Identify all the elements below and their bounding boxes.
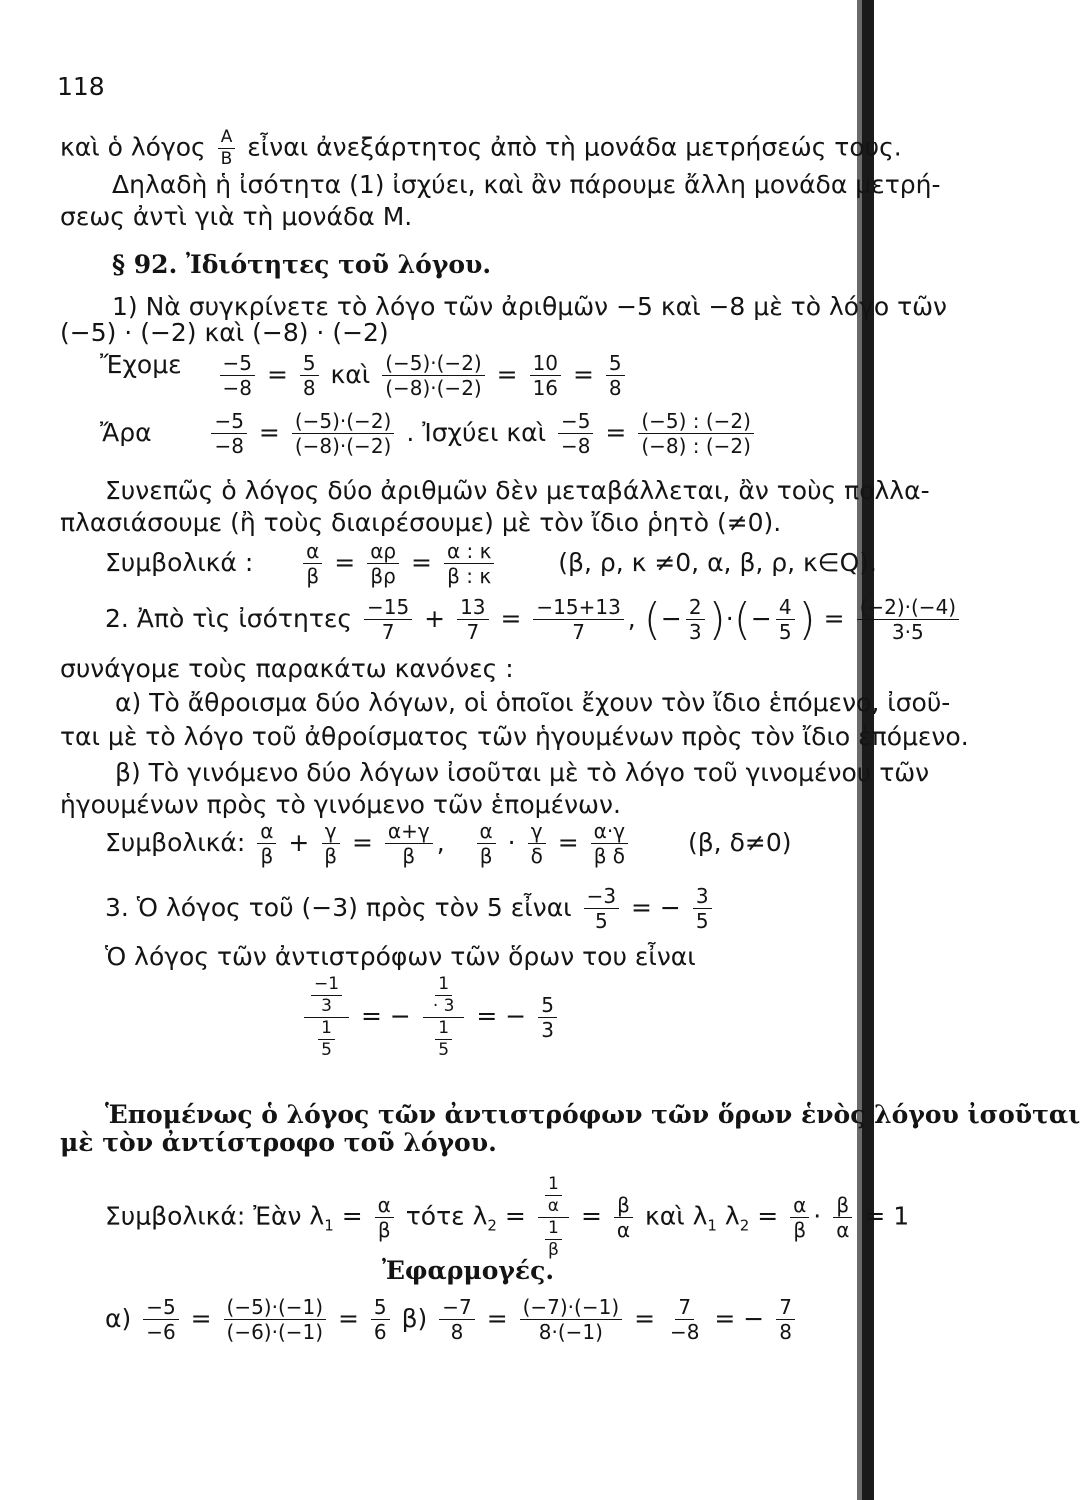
fraction: $\frac{\alpha\rho}{\beta\rho}$ xyxy=(367,540,399,588)
equation-row: Συμβολικά: $\frac{\alpha}{\beta}$ + $\frac{\gamma}{\beta}$ = $\frac{\alpha+\gamma}{\beta}$ , $\frac{\alpha}{\beta}$ · $\frac{\gamma}{\delta}$ = $\frac{\alpha\cdot\gamma}{\text{β δ}}$ (β, δ≠0) xyxy=(105,819,792,869)
fraction: $\frac{7}{-8}$ xyxy=(669,1295,700,1345)
fraction: $\frac{-5}{-8}$ xyxy=(220,352,255,400)
complex-fraction: $\frac{\frac{-1}{3}}{\frac{1}{5}}$ xyxy=(304,975,349,1060)
rule-b: ἡγουμένων πρὸς τὸ γινόμενο τῶν ἑπομένων. xyxy=(60,790,621,819)
equation-row: 3. Ὁ λόγος τοῦ (−3) πρὸς τὸν 5 εἶναι $\frac{-3}{5}$ = − $\frac{3}{5}$ xyxy=(105,885,716,933)
rule-a: α) Τὸ ἄθροισμα δύο λόγων, οἱ ὁποῖοι ἔχουν τὸν ἴδιο ἑπόμενο, ἰσοῦ- xyxy=(115,688,951,717)
fraction: $\frac{7}{8}$ xyxy=(776,1296,795,1344)
rule-a: ται μὲ τὸ λόγο τοῦ ἀθροίσματος τῶν ἡγουμένων πρὸς τὸν ἴδιο ἑπόμενο. xyxy=(60,722,969,751)
fraction: $\frac{(-5) : (-2)}{(-8) : (-2)}$ xyxy=(638,410,754,458)
equation-row: 2. Ἀπὸ τὶς ἰσότητες $\frac{-15}{7}$ + $\frac{13}{7}$ = $\frac{-15+13}{7}$ , (− $\frac{2}{3}$ )·(− $\frac{4}{5}$ ) = $\frac{(-2)\cdot(-4)}{3\cdot 5}$ xyxy=(105,596,963,644)
fraction: $\frac{-5}{-8}$ xyxy=(211,410,246,458)
fraction: $\frac{5}{8}$ xyxy=(300,352,319,400)
fraction: $\frac{\alpha}{\beta}$ xyxy=(257,820,276,868)
emphasis-text: μὲ τὸν ἀντίστροφο τοῦ λόγου. xyxy=(60,1128,497,1157)
fraction: $\frac{\beta}{\alpha}$ xyxy=(614,1194,633,1242)
fraction: $\frac{A}{B}$ xyxy=(218,128,236,169)
fraction: $\frac{\alpha+\gamma}{\beta}$ xyxy=(385,820,433,868)
equation-row: Ἄρα $\frac{-5}{-8}$ = $\frac{(-5)\cdot(-2)}{(-8)\cdot(-2)}$ . Ἰσχύει καὶ $\frac{-5}{-8}$ = $\frac{(-5) : (-2)}{(-8) : (-2)}$ xyxy=(100,410,758,458)
equation-row: Ἔχομε $\frac{-5}{-8}$ = $\frac{5}{8}$ καὶ $\frac{(-5)\cdot(-2)}{(-8)\cdot(-2)}$ = $\frac{10}{16}$ = $\frac{5}{8}$ xyxy=(100,352,629,400)
fraction: $\frac{(-5)\cdot(-2)}{(-8)\cdot(-2)}$ xyxy=(292,410,395,458)
text-line: πλασιάσουμε (ἢ τοὺς διαιρέσουμε) μὲ τὸν ἴδιο ῥητὸ (≠0). xyxy=(60,508,782,537)
section-heading: § 92. Ἰδιότητες τοῦ λόγου. xyxy=(112,250,492,279)
text-line: καὶ ὁ λόγος $\frac{A}{B}$ εἶναι ἀνεξάρτητος ἀπὸ τὴ μονάδα μετρήσεώς τους. xyxy=(60,127,902,170)
applications-heading: Ἐφαρμογές. xyxy=(382,1256,555,1285)
text-line: Δηλαδὴ ἡ ἰσότητα (1) ἰσχύει, καὶ ἂν πάρουμε ἄλλη μονάδα μετρή- xyxy=(112,170,941,199)
text-line: Συνεπῶς ὁ λόγος δύο ἀριθμῶν δὲν μεταβάλλεται, ἂν τοὺς πολλα- xyxy=(105,476,930,505)
fraction: $\frac{2}{3}$ xyxy=(686,596,705,644)
equation-row: Συμβολικά : $\frac{\alpha}{\beta}$ = $\frac{\alpha\rho}{\beta\rho}$ = $\frac{\alpha : \kappa}{\beta : \kappa}$ (β, ρ, κ ≠0, α, β, ρ, κ∈Q). xyxy=(105,539,877,589)
text-line: Ὁ λόγος τῶν ἀντιστρόφων τῶν ὅρων του εἶναι xyxy=(105,942,696,971)
fraction: $\frac{(-5)\cdot(-2)}{(-8)\cdot(-2)}$ xyxy=(382,352,485,400)
complex-fraction: $\frac{\frac{1}{\alpha}}{\frac{1}{\beta}}$ xyxy=(538,1175,569,1260)
fraction: $\frac{4}{5}$ xyxy=(776,596,795,644)
fraction: $\frac{5}{3}$ xyxy=(538,994,557,1042)
fraction: $\frac{-3}{5}$ xyxy=(584,885,619,933)
equation-row: $\frac{\frac{-1}{3}}{\frac{1}{5}}$ = − $\frac{\frac{1}{\cdot 3}}{\frac{1}{5}}$ = − $\frac{5}{3}$ xyxy=(300,975,561,1060)
text-line: συνάγομε τοὺς παρακάτω κανόνες : xyxy=(60,654,514,683)
fraction: $\frac{\beta}{\alpha}$ xyxy=(833,1194,852,1242)
fraction: $\frac{-15}{7}$ xyxy=(364,596,412,644)
fraction: $\frac{\alpha}{\beta}$ xyxy=(303,540,322,588)
fraction: $\frac{5}{8}$ xyxy=(606,352,625,400)
fraction: $\frac{\alpha}{\beta}$ xyxy=(375,1194,394,1242)
fraction: $\frac{(-2)\cdot(-4)}{3\cdot 5}$ xyxy=(857,596,960,644)
complex-fraction: $\frac{\frac{1}{\cdot 3}}{\frac{1}{5}}$ xyxy=(423,975,465,1060)
fraction: $\frac{\gamma}{\beta}$ xyxy=(321,820,340,868)
fraction: $\frac{(-7)\cdot(-1)}{8\cdot(-1)}$ xyxy=(520,1296,623,1344)
fraction: $\frac{\gamma}{\delta}$ xyxy=(528,820,546,868)
text-line: σεως ἀντὶ γιὰ τὴ μονάδα M. xyxy=(60,202,413,231)
fraction: $\frac{3}{5}$ xyxy=(693,885,712,933)
fraction: $\frac{10}{16}$ xyxy=(530,352,561,400)
fraction: $\frac{13}{7}$ xyxy=(457,596,488,644)
fraction: $\frac{-5}{-6}$ xyxy=(143,1296,178,1344)
fraction: $\frac{-7}{8}$ xyxy=(439,1296,474,1344)
text-line: (−5) · (−2) καὶ (−8) · (−2) xyxy=(60,318,389,347)
rule-b: β) Τὸ γινόμενο δύο λόγων ἰσοῦται μὲ τὸ λόγο τοῦ γινομένου τῶν xyxy=(115,758,930,787)
fraction: $\frac{-15+13}{7}$ xyxy=(533,596,623,644)
fraction: $\frac{\alpha}{\beta}$ xyxy=(477,820,496,868)
fraction: $\frac{\alpha : \kappa}{\beta : \kappa}$ xyxy=(444,540,494,588)
fraction: $\frac{\alpha}{\beta}$ xyxy=(790,1194,809,1242)
emphasis-text: Ἑπομένως ὁ λόγος τῶν ἀντιστρόφων τῶν ὅρων ἑνὸς λόγου ἰσοῦται xyxy=(105,1100,1080,1129)
fraction: $\frac{(-5)\cdot(-1)}{(-6)\cdot(-1)}$ xyxy=(224,1296,327,1344)
page-number: 118 xyxy=(57,72,105,101)
fraction: $\frac{-5}{-8}$ xyxy=(558,410,593,458)
text-line: 1) Νὰ συγκρίνετε τὸ λόγο τῶν ἀριθμῶν −5 καὶ −8 μὲ τὸ λόγο τῶν xyxy=(112,292,948,321)
equation-row: α) $\frac{-5}{-6}$ = $\frac{(-5)\cdot(-1)}{(-6)\cdot(-1)}$ = $\frac{5}{6}$ β) $\frac{-7}{8}$ = $\frac{(-7)\cdot(-1)}{8\cdot(-1)}$ = $\frac{7}{-8}$ = − $\frac{7}{8}$ xyxy=(105,1296,799,1344)
fraction: $\frac{\alpha\cdot\gamma}{\text{β δ}}$ xyxy=(591,820,628,868)
equation-row: Συμβολικά: Ἐὰν $\lambda_1$ = $\frac{\alpha}{\beta}$ τότε $\lambda_2$ = $\frac{\frac{1}{\alpha}}{\frac{1}{\beta}}$ = $\frac{\beta}{\alpha}$ καὶ $\lambda_1$ $\lambda_2$ = $\frac{\alpha}{\beta}$ · $\frac{\beta}{\alpha}$ = 1 xyxy=(105,1174,910,1261)
fraction: $\frac{5}{6}$ xyxy=(371,1296,390,1344)
